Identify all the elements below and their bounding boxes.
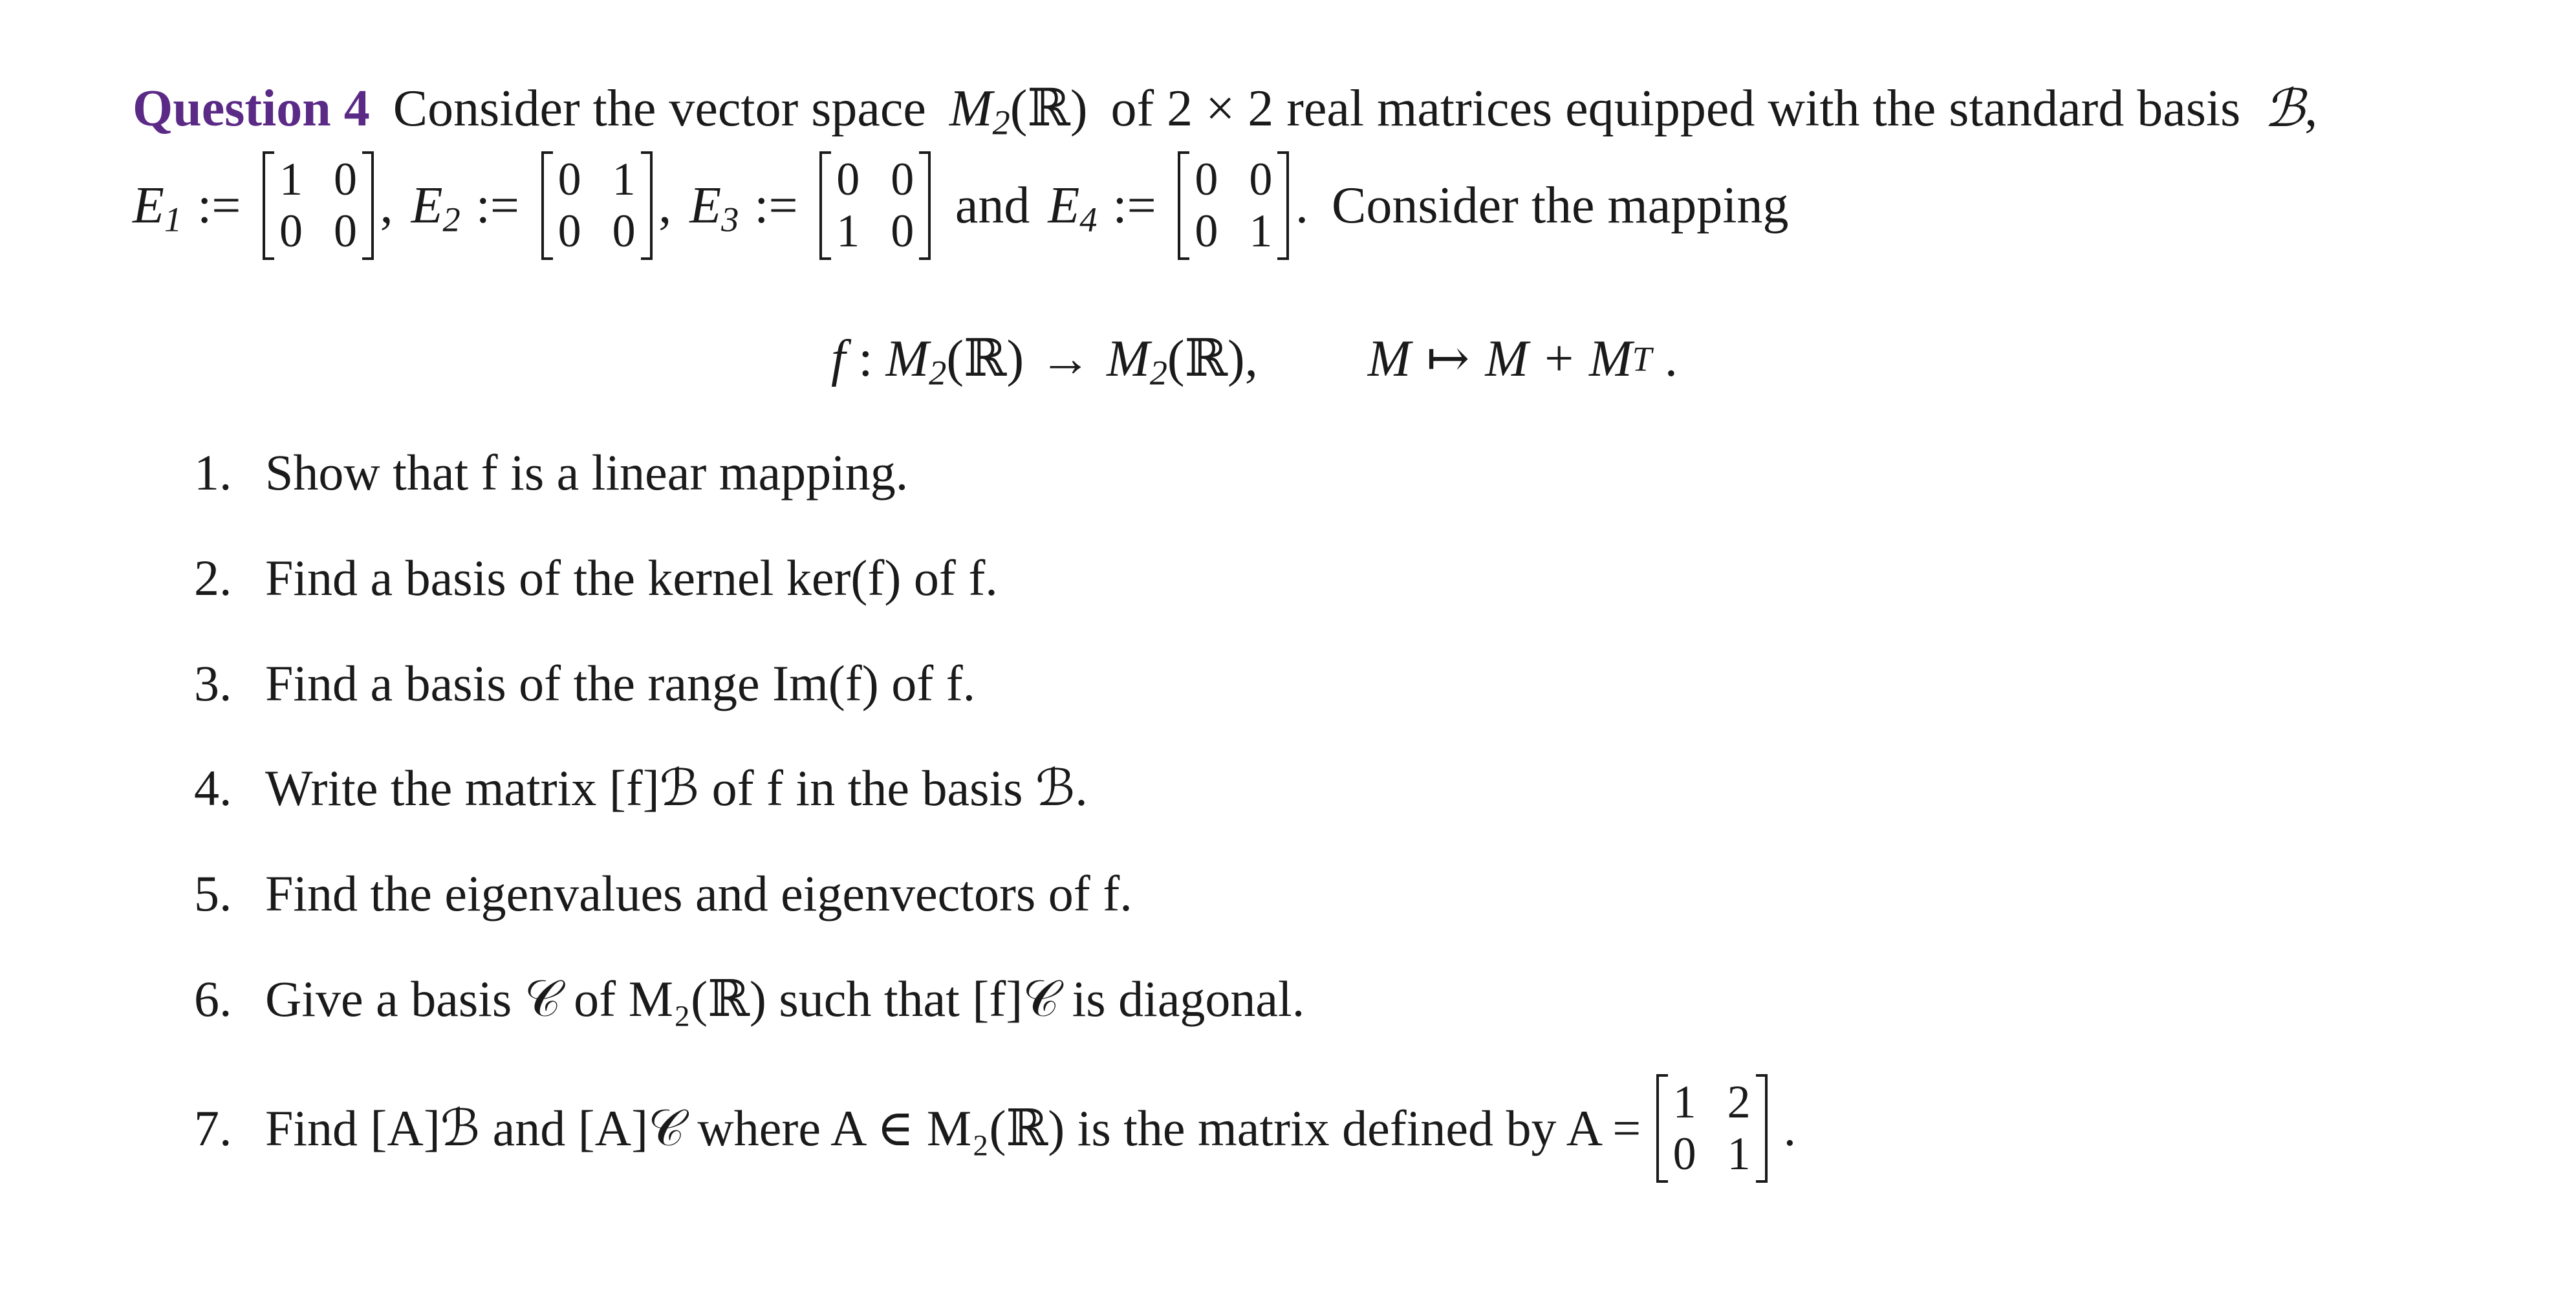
basis-line: $E_1$ := 1 0 0 0 , $E_2$ := 0 1 0 0 , $E_3$ := 0 0 1 0 and $E_4$ := 0 0 0 1 . Consider the mapping [133, 147, 1789, 264]
list-item: 4. Write the matrix [f]ℬ of f in the basis ℬ. [194, 760, 1088, 816]
space-symbol: $M_2$ [949, 80, 1010, 142]
list-item: 1. Show that f is a linear mapping. [194, 444, 909, 501]
E3-label: $E_3$ [689, 177, 739, 239]
list-item: 7. Find [A]ℬ and [A]𝒞 where A ∈ M₂(ℝ) is the matrix defined by A = 1 2 0 1 . [194, 1070, 1796, 1187]
and-word: and [955, 177, 1030, 234]
E2-matrix: 0 1 0 0 [541, 151, 653, 259]
list-item: 3. Find a basis of the range Im(f) of f. [194, 655, 976, 711]
E4-label: $E_4$ [1048, 177, 1098, 239]
list-item: 2. Find a basis of the kernel ker(f) of f. [194, 550, 998, 606]
question-header-line: Question 4 Consider the vector space $M_2$ (ℝ) of 2 × 2 real matrices equipped with the standard basis ℬ , [133, 78, 2318, 142]
E2-label: $E_2$ [411, 177, 460, 239]
list-item: 6. Give a basis 𝒞 of M₂(ℝ) such that [f]𝒞 is diagonal. [194, 971, 1305, 1027]
question-intro-rest: of 2 × 2 real matrices equipped with the standard basis [1110, 80, 2241, 137]
E3-matrix: 0 0 1 0 [819, 151, 931, 259]
mapping-intro: Consider the mapping [1331, 177, 1789, 234]
E4-matrix: 0 0 0 1 [1178, 151, 1289, 259]
list-item: 5. Find the eigenvalues and eigenvectors of f. [194, 865, 1132, 922]
space-field: (ℝ) [1010, 80, 1088, 137]
question-intro: Consider the vector space [393, 80, 926, 137]
basis-symbol: ℬ [2264, 78, 2305, 138]
question-label: Question 4 [133, 80, 370, 137]
matrix-A: 1 2 0 1 [1656, 1074, 1768, 1182]
mapping-display: f : $M_2$ (ℝ) → $M_2$ (ℝ) , M ↦ M + M T . [831, 330, 1678, 393]
E1-label: $E_1$ [133, 177, 182, 239]
E1-matrix: 1 0 0 0 [263, 151, 374, 259]
